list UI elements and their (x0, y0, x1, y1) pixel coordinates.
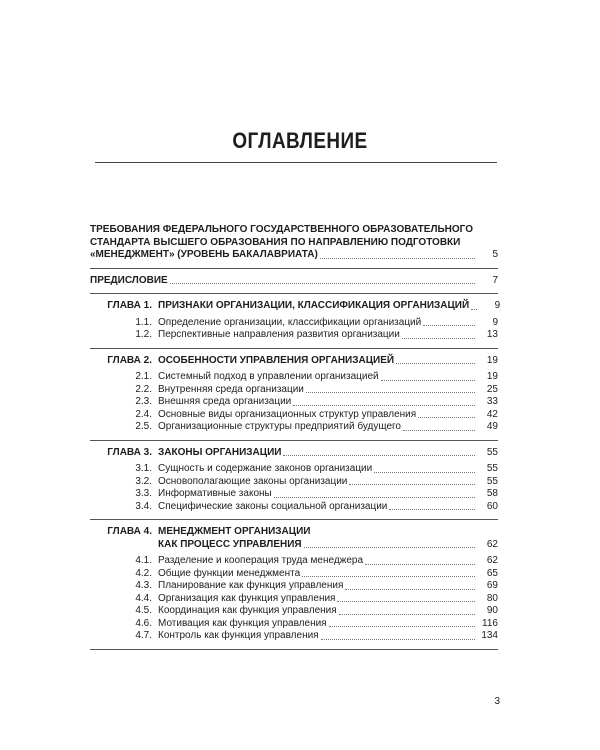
title-rule (95, 162, 497, 163)
toc-chapter-3[interactable] (90, 447, 498, 460)
page-ref: 55 (486, 446, 498, 458)
chapter-number: ГЛАВА 4. (107, 526, 152, 537)
section-title: Общие функции менеджмента (158, 567, 301, 579)
standard-line-2: СТАНДАРТА ВЫСШЕГО ОБРАЗОВАНИЯ ПО НАПРАВЛЕНИЮ ПОДГОТОВКИ (90, 236, 461, 248)
section-title: Перспективные направления развития организации (158, 329, 400, 340)
toc-chapter-1[interactable] (90, 300, 501, 313)
standard-line-3: «МЕНЕДЖМЕНТ» (УРОВЕНЬ БАКАЛАВРИАТА) (90, 249, 318, 260)
leader-dots (339, 614, 475, 615)
page-ref: 60 (486, 500, 498, 512)
toc-section[interactable] (90, 501, 498, 514)
section-number: 1.1. (135, 316, 152, 328)
section-number: 1.2. (135, 329, 152, 340)
leader-dots (365, 564, 475, 565)
section-number: 4.4. (135, 592, 152, 604)
chapter-title: ПРИЗНАКИ ОРГАНИЗАЦИИ, КЛАССИФИКАЦИЯ ОРГАНИЗАЦИЙ (158, 300, 470, 311)
page-ref: 62 (486, 538, 498, 550)
chapter-number: ГЛАВА 3. (107, 446, 152, 458)
section-title: Основные виды организационных структур управления (158, 408, 417, 420)
toc-section[interactable] (90, 396, 498, 409)
leader-dots (403, 430, 475, 431)
page-ref: 5 (492, 249, 498, 260)
divider (90, 348, 498, 349)
chapter-number: ГЛАВА 2. (107, 354, 152, 366)
page-ref: 25 (486, 383, 498, 395)
section-title: Системный подход в управлении организацией (158, 371, 379, 382)
section-number: 3.1. (135, 463, 152, 474)
page-title: ОГЛАВЛЕНИЕ (232, 128, 368, 153)
leader-dots (170, 283, 475, 284)
preface-label: ПРЕДИСЛОВИЕ (90, 274, 168, 286)
toc-entry-preface[interactable] (90, 275, 498, 288)
page-ref: 42 (486, 408, 498, 420)
leader-dots (471, 309, 477, 310)
leader-dots (374, 472, 475, 473)
divider (90, 440, 498, 441)
toc-section[interactable] (90, 568, 498, 581)
toc-chapter-2[interactable] (90, 355, 498, 368)
section-title: Определение организации, классификации организаций (158, 316, 422, 328)
page-ref: 49 (486, 421, 498, 432)
page-ref: 134 (481, 630, 498, 641)
section-title: Разделение и кооперация труда менеджера (158, 555, 364, 566)
divider (90, 519, 498, 520)
section-number: 3.2. (135, 475, 152, 487)
leader-dots (321, 639, 475, 640)
leader-dots (402, 338, 475, 339)
section-number: 4.6. (135, 617, 152, 629)
page-ref: 62 (486, 555, 498, 566)
section-title: Мотивация как функция управления (158, 617, 327, 629)
section-title: Информативные законы (158, 488, 272, 499)
leader-dots (418, 417, 475, 418)
toc-section[interactable] (90, 317, 498, 330)
toc-section[interactable] (90, 384, 498, 397)
page-number: 3 (494, 696, 500, 707)
leader-dots (283, 455, 475, 456)
section-number: 4.1. (135, 555, 152, 566)
page-ref: 55 (486, 475, 498, 487)
page-ref: 58 (486, 488, 498, 499)
leader-dots (293, 405, 475, 406)
page-ref: 55 (486, 463, 498, 474)
toc-section[interactable] (90, 630, 498, 643)
section-title: Координация как функция управления (158, 605, 337, 616)
toc-section[interactable] (90, 329, 498, 342)
leader-dots (396, 363, 475, 364)
section-number: 2.3. (135, 396, 152, 407)
leader-dots (274, 497, 475, 498)
section-number: 2.2. (135, 383, 152, 395)
leader-dots (302, 576, 475, 577)
leader-dots (389, 509, 475, 510)
section-title: Сущность и содержание законов организации (158, 463, 373, 474)
leader-dots (320, 258, 475, 259)
leader-dots (345, 589, 475, 590)
divider (90, 293, 498, 294)
section-title: Контроль как функция управления (158, 630, 319, 641)
leader-dots (337, 601, 475, 602)
page-ref: 19 (486, 371, 498, 382)
toc-section[interactable] (90, 409, 498, 422)
toc-section[interactable] (90, 618, 498, 631)
section-number: 2.4. (135, 408, 152, 420)
page-ref: 9 (494, 300, 501, 311)
section-title: Планирование как функция управления (158, 580, 344, 591)
toc-section[interactable] (90, 476, 498, 489)
toc-section[interactable] (90, 593, 498, 606)
section-title: Основополагающие законы организации (158, 475, 348, 487)
toc-section[interactable] (90, 580, 498, 593)
chapter-number: ГЛАВА 1. (107, 300, 152, 311)
leader-dots (349, 484, 475, 485)
toc-section[interactable] (90, 488, 498, 501)
toc-section[interactable] (90, 605, 498, 618)
divider (90, 649, 498, 650)
table-of-contents (90, 224, 501, 656)
section-number: 2.1. (135, 371, 152, 382)
chapter-title-line-2: КАК ПРОЦЕСС УПРАВЛЕНИЯ (158, 538, 302, 550)
section-number: 2.5. (135, 421, 152, 432)
toc-section[interactable] (90, 555, 498, 568)
section-number: 3.4. (135, 500, 152, 512)
leader-dots (306, 392, 475, 393)
page-ref: 19 (486, 354, 498, 366)
section-number: 4.7. (135, 630, 152, 641)
section-title: Внутренняя среда организации (158, 383, 304, 395)
leader-dots (381, 380, 475, 381)
page-ref: 65 (486, 567, 498, 579)
divider (90, 268, 498, 269)
section-title: Внешняя среда организации (158, 396, 292, 407)
page-ref: 69 (486, 580, 498, 591)
toc-section[interactable] (90, 463, 498, 476)
toc-entry-standard[interactable] (90, 224, 498, 262)
page-ref: 80 (486, 592, 498, 604)
page-ref: 90 (486, 605, 498, 616)
chapter-title-line-1: МЕНЕДЖМЕНТ ОРГАНИЗАЦИИ (158, 526, 311, 537)
section-number: 4.3. (135, 580, 152, 591)
section-number: 4.2. (135, 567, 152, 579)
page-ref: 7 (492, 274, 498, 286)
page-ref: 33 (486, 396, 498, 407)
leader-dots (304, 547, 475, 548)
toc-section[interactable] (90, 371, 498, 384)
section-number: 4.5. (135, 605, 152, 616)
standard-line-1: ТРЕБОВАНИЯ ФЕДЕРАЛЬНОГО ГОСУДАРСТВЕННОГО ОБРАЗОВАТЕЛЬНОГО (90, 224, 473, 235)
section-title: Специфические законы социальной организации (158, 500, 388, 512)
section-title: Организация как функция управления (158, 592, 336, 604)
page-ref: 116 (482, 617, 498, 629)
chapter-title: ОСОБЕННОСТИ УПРАВЛЕНИЯ ОРГАНИЗАЦИЕЙ (158, 354, 395, 366)
section-title: Организационные структуры предприятий будущего (158, 421, 401, 432)
page-ref: 13 (486, 329, 498, 340)
leader-dots (329, 626, 475, 627)
section-number: 3.3. (135, 488, 152, 499)
toc-section[interactable] (90, 421, 498, 434)
toc-chapter-4[interactable] (90, 526, 498, 551)
page-ref: 9 (492, 316, 498, 328)
leader-dots (423, 325, 475, 326)
chapter-title: ЗАКОНЫ ОРГАНИЗАЦИИ (158, 446, 282, 458)
